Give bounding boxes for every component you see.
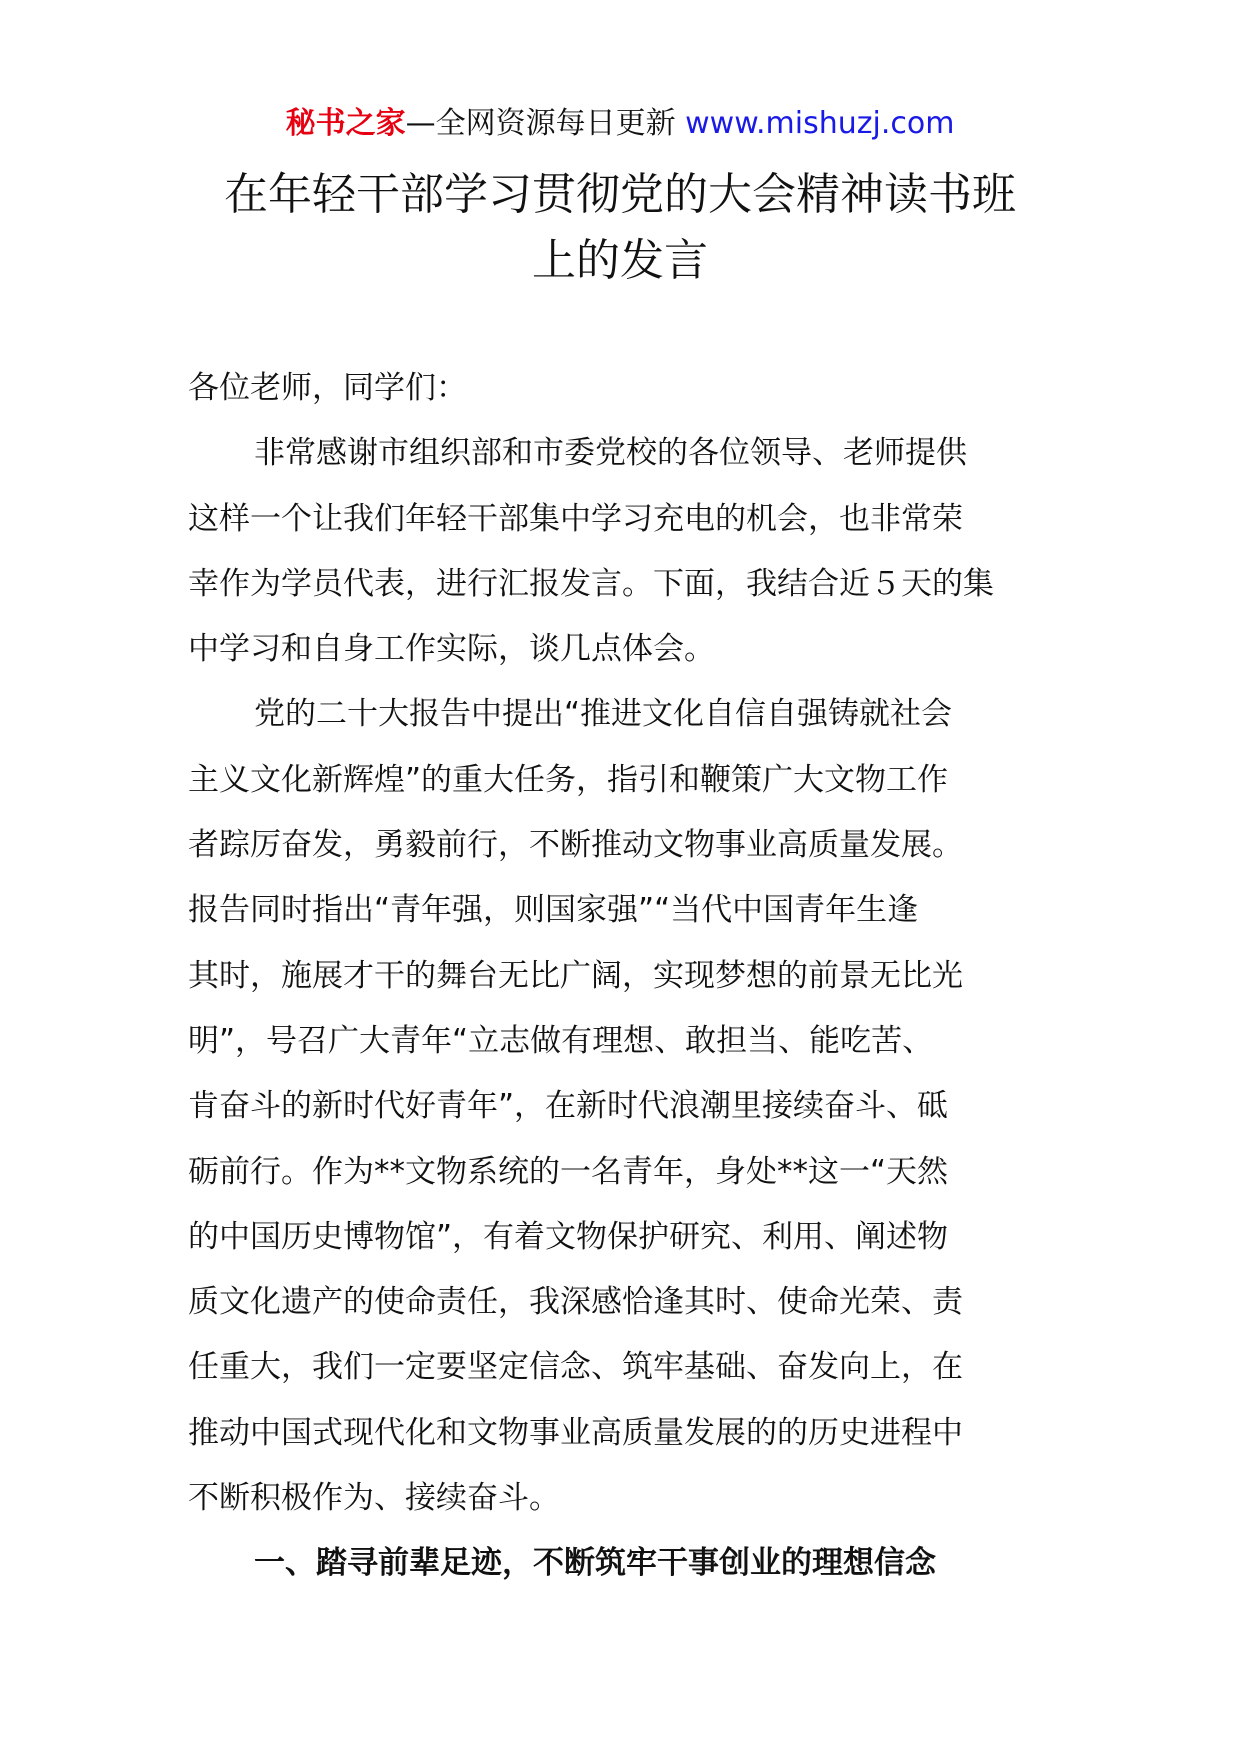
paragraph-1-line: 中学习和自身工作实际，谈几点体会。 [188, 631, 715, 668]
paragraph-2-line: 肯奋斗的新时代好青年”，在新时代浪潮里接续奋斗、砥 [188, 1088, 949, 1125]
title-line-1: 在年轻干部学习贯彻党的大会精神读书班 [224, 169, 1016, 220]
paragraph-1-line: 幸作为学员代表，进行汇报发言。下面，我结合近５天的集 [188, 565, 994, 602]
header-tagline: —全网资源每日更新 [405, 106, 676, 141]
paragraph-2-line: 党的二十大报告中提出“推进文化自信自强铸就社会 [254, 696, 953, 733]
paragraph-2-line: 不断积极作为、接续奋斗。 [188, 1480, 560, 1517]
site-header [0, 100, 1240, 148]
paragraph-2-line: 砺前行。作为**文物系统的一名青年，身处**这一“天然 [188, 1153, 949, 1190]
paragraph-1-line: 这样一个让我们年轻干部集中学习充电的机会，也非常荣 [188, 500, 963, 537]
paragraph-2-line: 推动中国式现代化和文物事业高质量发展的的历史进程中 [188, 1414, 963, 1451]
brand-name: 秘书之家 [285, 106, 406, 141]
paragraph-2-line: 任重大，我们一定要坚定信念、筑牢基础、奋发向上，在 [188, 1349, 963, 1386]
paragraph-2-line: 质文化遗产的使命责任，我深感恰逢其时、使命光荣、责 [188, 1284, 963, 1321]
paragraph-2-line: 主义文化新辉煌”的重大任务，指引和鞭策广大文物工作 [188, 761, 949, 798]
paragraph-2-line: 报告同时指出“青年强，则国家强”“当代中国青年生逢 [188, 892, 919, 929]
document-body [188, 356, 1068, 1597]
title-line-2: 上的发言 [532, 235, 708, 286]
paragraph-1-line: 非常感谢市组织部和市委党校的各位领导、老师提供 [254, 435, 967, 472]
site-url-link[interactable]: www.mishuzj.com [685, 106, 955, 141]
document-title [180, 162, 1060, 294]
section-heading-1: 一、踏寻前辈足迹，不断筑牢干事创业的理想信念 [254, 1545, 936, 1582]
salutation: 各位老师，同学们： [188, 370, 467, 406]
paragraph-2-line: 的中国历史博物馆”，有着文物保护研究、利用、阐述物 [188, 1218, 949, 1255]
paragraph-2-line: 其时，施展才干的舞台无比广阔，实现梦想的前景无比光 [188, 957, 963, 994]
paragraph-2-line: 明”，号召广大青年“立志做有理想、敢担当、能吃苦、 [188, 1022, 934, 1059]
paragraph-2-line: 者踪厉奋发，勇毅前行，不断推动文物事业高质量发展。 [188, 827, 963, 864]
